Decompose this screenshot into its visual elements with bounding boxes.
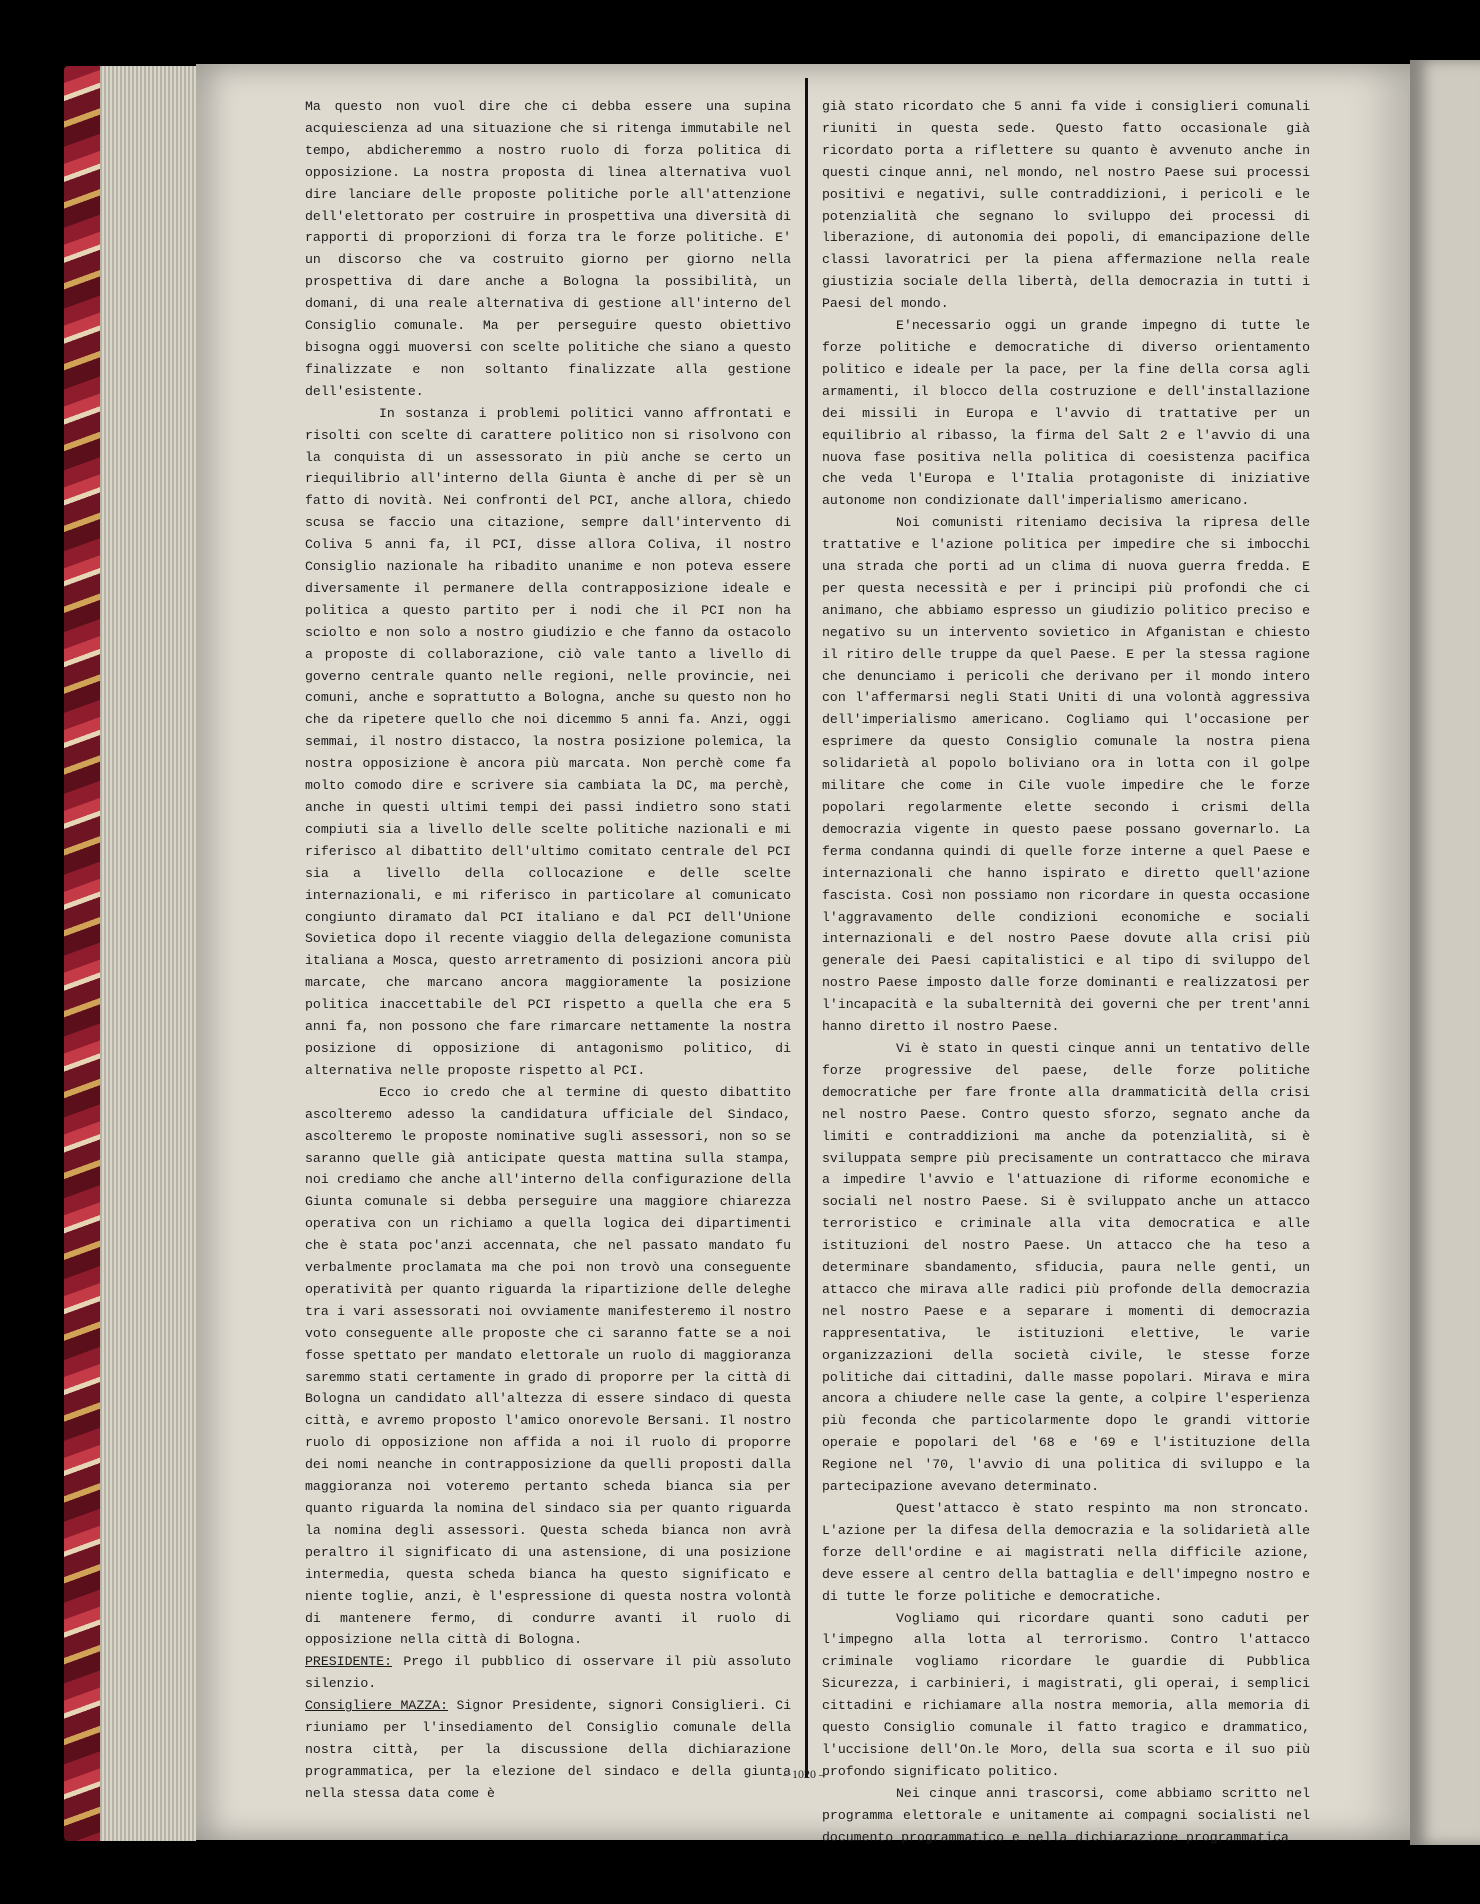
paragraph: già stato ricordato che 5 anni fa vide i consiglieri comunali riuniti in questa sede. Questo fatto occasionale già ricordato porta a riflettere su quanto è avvenuto anche in questi cinque anni, nel mondo, nel nostro Paese sui processi positivi e negativi, sulle contraddizioni, i pericoli e le potenzialità che segnano lo sviluppo dei processi di liberazione, di autonomia dei popoli, di emancipazione delle classi lavoratrici per la piena affermazione nella reale giustizia sociale della libertà, della democrazia in tutti i Paesi del mondo.: [822, 99, 1310, 312]
speaker-paragraph-mazza: [305, 1695, 791, 1805]
paragraph: Ma questo non vuol dire che ci debba essere una supina acquiescienza ad una situazione che si ritenga immutabile nel tempo, abdicheremmo a nostro ruolo di forza politica di opposizione. La nostra proposta di linea alternativa vuol dire lanciare delle proposte politiche porle all'attenzione dell'elettorato per costruire in prospettiva una diversità di rapporti di proporzioni di forza tra le forze politiche. E' un discorso che va costruito giorno per giorno nella prospettiva di dare anche a Bologna la possibilità, un domani, di una reale alternativa di gestione all'interno del Consiglio comunale. Ma per perseguire questo obiettivo bisogna oggi muoversi con scelte politiche che siano a questo finalizzate e non soltanto finalizzate alla gestione dell'esistente.: [305, 99, 791, 399]
left-text-column: [305, 96, 791, 1805]
page-number: – 1020 –: [783, 1767, 825, 1781]
speaker-name: Consigliere MAZZA:: [305, 1698, 448, 1714]
book-cover-marbled-edge: [64, 66, 102, 1841]
paragraph: Noi comunisti riteniamo decisiva la ripresa delle trattative e l'azione politica per impedire che si imbocchi una strada che porti ad un clima di nuova guerra fredda. E per questa necessità e per i principi più profondi che ci animano, che abbiamo espresso un giudizio politico preciso e negativo su un intervento sovietico in Afganistan e chiesto il ritiro delle truppe da quel Paese. E per la stessa ragione che denunciamo i pericoli che derivano per il mondo intero con l'affermarsi negli Stati Uniti di una volontà aggressiva dell'imperialismo americano. Cogliamo qui l'occasione per esprimere da questo Consiglio comunale la nostra piena solidarietà al popolo boliviano ora in lotta con il golpe militare che come in Cile vuole impedire che le forze popolari regolarmente elette secondo i crismi della democrazia vigente in questo paese possano governarlo. La ferma condanna quindi di quelle forze interne a quel Paese e internazionali che hanno ispirato e diretto quell'azione fascista. Così non possiamo non ricordare in questa occasione l'aggravamento delle condizioni economiche e sociali internazionali e del nostro Paese dovute alla crisi più generale dei Paesi capitalistici e al tipo di sviluppo del nostro Paese imposto dalle forze dominanti e realizzatosi per l'incapacità e la subalternità dei governi che per trent'anni hanno diretto il nostro Paese.: [822, 515, 1310, 1035]
speaker-text: Signor Presidente, signori Consiglieri. Ci riuniamo per l'insediamento del Consiglio comunale della nostra città, per la discussione della dichiarazione programmatica, per la elezione del sindaco e della giunta nella stessa data come è: [305, 1698, 792, 1801]
paragraph: E'necessario oggi un grande impegno di tutte le forze politiche e democratiche di diverso orientamento politico e ideale per la pace, per la fine della corsa agli armamenti, il blocco della costruzione e dell'installazione dei missili in Europa e l'avvio di trattative per un equilibrio al ribasso, la firma del Salt 2 e l'avvio di una nuova fase positiva nella politica di coesistenza pacifica che veda l'Europa e l'Italia protagoniste di iniziative autonome non condizionate dall'imperialismo americano.: [822, 318, 1310, 509]
column-divider: [805, 78, 808, 1778]
right-text-column: [822, 96, 1310, 1849]
paragraph: Nei cinque anni trascorsi, come abbiamo scritto nel programma elettorale e unitamente ai compagni socialisti nel documento programmatico e nella dichiarazione programmatica: [822, 1785, 1310, 1845]
speaker-name: PRESIDENTE:: [305, 1654, 393, 1670]
paragraph: In sostanza i problemi politici vanno affrontati e risolti con scelte di carattere politico non si risolvono con la conquista di un assessorato in più anche se certo un riequilibrio all'interno della Giunta è anche di per sè un fatto di novità. Nei confronti del PCI, anche allora, chiedo scusa se faccio una citazione, sempre dall'intervento di Coliva 5 anni fa, il PCI, disse allora Coliva, il nostro Consiglio nazionale ha ribadito unanime e non poteva essere diversamente il permanere della contrapposizione ideale e politica a questo partito per i nodi che il PCI non ha sciolto e non solo a nostro giudizio e che fanno da ostacolo a proposte di collaborazione, ciò vale tanto a livello di governo centrale quanto nelle regioni, nelle provincie, nei comuni, anche e soprattutto a Bologna, anche su questo non ho che da ripetere quello che noi dicemmo 5 anni fa. Anzi, oggi semmai, il nostro distacco, la nostra posizione polemica, la nostra opposizione è ancora più marcata. Non perchè come fa molto comodo dire e scrivere sia cambiata la DC, ma perchè, anche in questi ultimi tempi dei passi indietro sono stati compiuti sia a livello delle scelte politiche nazionali e mi riferisco al dibattito dell'ultimo comitato centrale del PCI sia a livello della collocazione e delle scelte internazionali, e mi riferisco in particolare al comunicato congiunto diramato dal PCI italiano e dal PCI dell'Unione Sovietica dopo il recente viaggio della delegazione comunista italiana a Mosca, questo arretramento di posizioni ancora più marcate, che marcano ancora maggioramente la posizione politica inaccettabile del PCI rispetto a quella che era 5 anni fa, non possono che fare rimarcare nettamente la nostra posizione di opposizione di antagonismo politico, di alternativa nelle proposte rispetto al PCI.: [305, 405, 791, 1078]
speaker-text: Prego il pubblico di osservare il più assoluto silenzio.: [305, 1654, 791, 1692]
paragraph: Ecco io credo che al termine di questo dibattito ascolteremo adesso la candidatura ufficiale del Sindaco, ascolteremo le proposte nominative sugli assessori, non so se saranno quelle già anticipate questa mattina sulla stampa, noi crediamo che anche all'interno della configurazione della Giunta comunale si debba perseguire una maggiore chiarezza operativa con un richiamo a quella logica dei dipartimenti che è stata poc'anzi accennata, che nel passato mandato fu verbalmente proclamata ma che poi non trovò una conseguente operatività per quanto riguarda la ripartizione delle deleghe tra i vari assessorati noi ovviamente manifesteremo il nostro voto conseguente alle proposte che ci saranno fatte se a noi fosse spettato per mandato elettorale un ruolo di maggioranza saremmo stati certamente in grado di proporre per la città di Bologna un candidato all'altezza di essere sindaco di questa città, e avremo proposto l'amico onorevole Bersani. Il nostro ruolo di opposizione non affida a noi il ruolo di proporre dei nomi neanche in contrapposizione da quelli proposti dalla maggioranza noi voteremo pertanto scheda bianca sia per quanto riguarda la nomina del sindaco sia per quanto riguarda la nomina degli assessori. Questa scheda bianca non avrà peraltro il significato di una astensione, di una posizione intermedia, questa scheda bianca ha questo significato e niente toglie, anzi, è l'espressione di questa nostra volontà di mantenere fermo, di condurre avanti il ruolo di opposizione nella città di Bologna.: [305, 1084, 791, 1648]
paragraph: Vogliamo qui ricordare quanti sono caduti per l'impegno alla lotta al terrorismo. Contro l'attacco criminale vogliamo ricordare le guardie di Pubblica Sicurezza, i carbinieri, i magistrati, gli operai, i semplici cittadini e richiamare alla nostra memoria, alla memoria di questo Consiglio comunale il fatto tragico e drammatico, l'uccisione dell'On.le Moro, della sua scorta e il suo più profondo significato politico.: [822, 1610, 1310, 1779]
paragraph: Quest'attacco è stato respinto ma non stroncato. L'azione per la difesa della democrazia e la solidarietà alle forze dell'ordine e ai magistrati nella difficile azione, deve essere al centro della battaglia e dell'impegno nostro e di tutte le forze politiche e democratiche.: [822, 1501, 1310, 1604]
next-page-sliver: [1410, 60, 1480, 1845]
speaker-paragraph-presidente: [305, 1651, 791, 1695]
paragraph: Vi è stato in questi cinque anni un tentativo delle forze progressive del paese, delle forze politiche democratiche per fare fronte alla drammaticità della crisi nel nostro Paese. Contro questo sforzo, segnato anche da limiti e contraddizioni ma anche da potenzialità, si è sviluppata sempre più precisamente un contrattacco che mirava a impedire l'avvio e l'attuazione di riforme economiche e sociali nel nostro Paese. Si è sviluppato anche un attacco terroristico e criminale alla vita democratica e alle istituzioni del nostro Paese. Un attacco che ha teso a determinare sbandamento, sfiducia, paura nelle genti, un attacco che mirava alle radici più profonde della democrazia nel nostro Paese e a separare i momenti di democrazia rappresentativa, le istituzioni elettive, le varie organizzazioni della società civile, le stesse forze politiche dai cittadini, dalle masse popolari. Mirava e mira ancora a chiudere nelle case la gente, a colpire l'esperienza più feconda che particolarmente dopo le grandi vittorie operaie e popolari del '68 e '69 e l'istituzione della Regione nel '70, l'avvio di una politica di sviluppo e la partecipazione avevano determinato.: [822, 1040, 1310, 1495]
book-page-edges: [100, 66, 196, 1841]
